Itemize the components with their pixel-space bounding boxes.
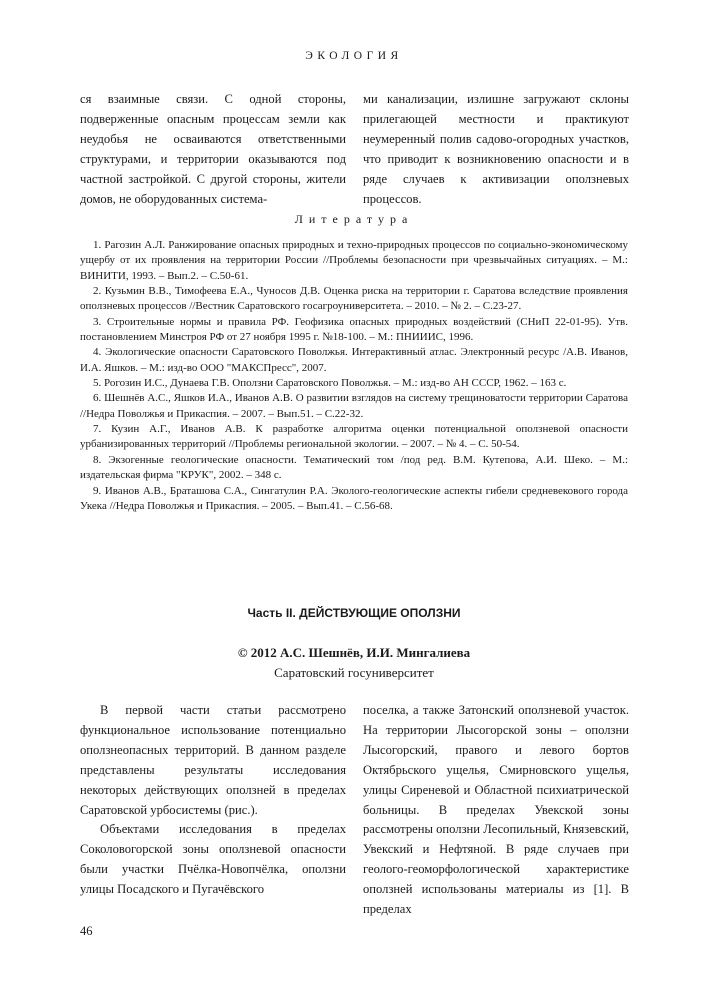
reference-item: 4. Экологические опасности Саратовского Поволжья. Интерактивный атлас. Электронный ресурс /А.В. Иванов, И.А. Яшков. – М.: изд-во ООО "МАКСПресс", 2007. <box>80 346 628 374</box>
author-affiliation: Саратовский госуниверситет <box>274 665 434 680</box>
continued-text-right-column <box>363 90 629 209</box>
references-list <box>80 238 628 514</box>
reference-item: 8. Экзогенные геологические опасности. Тематический том /под ред. В.М. Кутепова, А.И. Шеко. – М.: издательская фирма "КРУК", 2002. – 348 с. <box>80 453 628 482</box>
article-authors: © 2012 А.С. Шешнёв, И.И. Мингалиева <box>237 645 471 660</box>
article-right-column <box>363 701 629 920</box>
reference-item: 3. Строительные нормы и правила РФ. Геофизика опасных природных воздействий (СНиП 22-01-95). Утв. постановлением Минстроя РФ от 27 ноября 1995 г. №18-100. – М.: ПНИИИС, 1996. <box>80 315 628 344</box>
article-part-title: Часть II. ДЕЙСТВУЮЩИЕ ОПОЛЗНИ <box>247 606 461 620</box>
reference-item: 2. Кузьмин В.В., Тимофеева Е.А., Чуносов Д.В. Оценка риска на территории г. Саратова вследствие проявления оползневых процессов //Вестник Саратовского госагроуниверситета. – 2010. – № 2. – С.23-27. <box>80 285 628 313</box>
running-head: ЭКОЛОГИЯ <box>305 50 403 62</box>
reference-item: 6. Шешнёв А.С., Яшков И.А., Иванов А.В. О развитии взглядов на систему трещиноватости территории Саратова //Недра Поволжья и Прикаспия. – 2007. – Вып.51. – С.22-32. <box>80 392 628 420</box>
journal-page <box>80 0 628 1004</box>
paragraph: поселка, а также Затонский оползневой участок. На территории Лысогорской зоны – оползни Лысогорский, правого и левого бортов Октябрьского ущелья, Смирновского ущелья, улицы Сиреневой и Областной психиатрической больницы. В пределах Увекской зоны рассмотрены оползни Лесопильный, Князевский, Увекский и Нефтяной. В ряде случаев при геолого-геоморфологической характеристике оползней использованы материалы из [1]. В пределах <box>363 703 629 917</box>
reference-item: 1. Рагозин А.Л. Ранжирование опасных природных и техно-природных процессов по социально-экономическому ущербу от их проявления на территории России //Проблемы безопасности при чрезвычайных ситуациях. – М.: ВИНИТИ, 1993. – Вып.2. – С.50-61. <box>80 239 628 282</box>
paragraph: Объектами исследования в пределах Соколовогорской зоны оползневой опасности были участки Пчёлка-Новопчёлка, оползни улицы Посадского и Пугачёвского <box>80 822 346 897</box>
references-heading: Литература <box>294 212 414 226</box>
reference-item: 5. Рогозин И.С., Дунаева Г.В. Оползни Саратовского Поволжья. – М.: изд-во АН СССР, 1962. – 163 с. <box>93 377 567 390</box>
article-left-column <box>80 701 346 900</box>
page-number: 46 <box>80 924 93 938</box>
paragraph: ся взаимные связи. С одной стороны, подверженные опасным процессам земли как неудобья не осваиваются ответственными структурами, и территории оказываются под частной застройкой. С другой стороны, жители домов, не оборудованных система- <box>80 92 346 206</box>
reference-item: 9. Иванов А.В., Браташова С.А., Сингатулин Р.А. Эколого-геологические аспекты гибели средневекового города Укека //Недра Поволжья и Прикаспия. – 2005. – Вып.41. – С.56-68. <box>80 484 628 512</box>
paragraph: В первой части статьи рассмотрено функциональное использование потенциально оползнеопасных территорий. В данном разделе представлены результаты исследования некоторых действующих оползней в пределах Саратовской урбосистемы (рис.). <box>80 703 346 817</box>
continued-text-left-column <box>80 90 346 209</box>
paragraph: ми канализации, излишне загружают склоны прилегающей местности и практикуют неумеренный полив садово-огородных участков, что приводит к возникновению опасности и в ряде случаев к активизации оползневых процессов. <box>363 92 629 206</box>
reference-item: 7. Кузин А.Г., Иванов А.В. К разработке алгоритма оценки потенциальной оползневой опасности урбанизированных территорий //Проблемы региональной экологии. – 2007. – № 4. – С. 50-54. <box>80 423 628 451</box>
